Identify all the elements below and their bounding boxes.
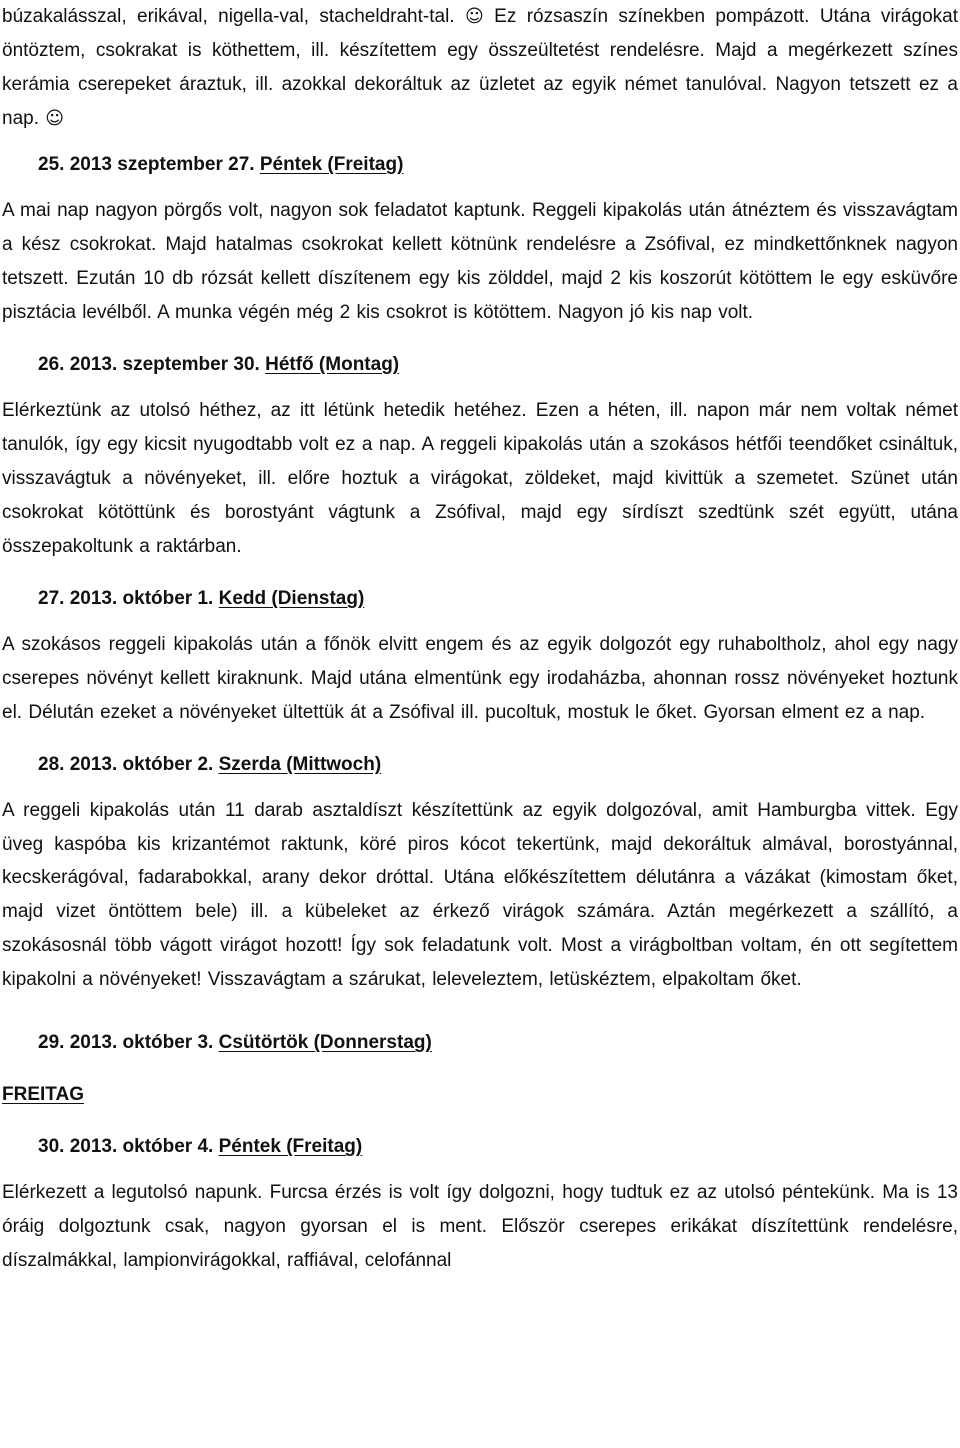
entry-text-25: A mai nap nagyon pörgős volt, nagyon sok feladatot kaptunk. Reggeli kipakolás után átnéztem és visszavágtam a kész csokrokat. Majd hatalmas csokrokat kellett kötnünk rendelésre a Zsófival, ez mindkettőnknek nagyon tetszett. Ezután 10 db rózsát kellett díszítenem egy kis zölddel, majd 2 kis koszorút kötöttem le egy esküvőre pisztácia levélből. A munka végén még 2 kis csokrot is kötöttem. Nagyon jó kis nap volt. [2, 200, 958, 323]
entry-text-26: Elérkeztünk az utolsó héthez, az itt létünk hetedik hetéhez. Ezen a héten, ill. napon már nem voltak német tanulók, így egy kicsit nyugodtabb volt ez a nap. A reggeli kipakolás után a szokásos hétfői teendőket csináltuk, visszavágtuk a növényeket, ill. előre hoztuk a virágokat, zöldeket, majd kivittük a szemetet. Szünet után csokrokat kötöttünk és borostyánt vágtunk a Zsófival, majd egy sírdíszt szedtünk szét együtt, utána összepakoltunk a raktárban. [2, 400, 958, 557]
smiley-icon: ☺ [464, 6, 484, 27]
entry-text-28: A reggeli kipakolás után 11 darab asztaldíszt készítettünk az egyik dolgozóval, amit Hamburgba vittek. Egy üveg kaspóba kis krizantémot raktunk, köré piros kócot tekertünk, majd dekoráltuk almával, borostyánnal, kecskerágóval, fadarabokkal, arany dekor dróttal. Utána előkészítettem délutánra a vázákat (kimostam őket, majd vizet öntöttem bele) ill. a kübeleket az érkező virágok számára. Aztán megérkezett a szállító, a szokásosnál több vágott virágot hozott! Így sok feladatunk volt. Most a virágboltban voltam, én ott segítettem kipakolni a növényeket! Visszavágtam a szárukat, leleveleztem, letüskéztem, elpakoltam őket. [2, 800, 958, 990]
intro-text-rest: Ez rózsaszín színekben pompázott. Utána virágokat öntöztem, csokrakat is köthettem, ill. készítettem egy összeültetést rendelésre. Majd a megérkezett színes kerámia cserepeket áraztuk, ill. azokkal dekoráltuk az üzletet az egyik német tanulóval. Nagyon tetszett ez a nap. [2, 6, 959, 129]
entry-heading-30: 30. 2013. október 4. Péntek (Freitag) [38, 1136, 363, 1158]
entry-heading-25: 25. 2013 szeptember 27. Péntek (Freitag) [38, 154, 404, 175]
entry-text-30: Elérkezett a legutolsó napunk. Furcsa érzés is volt így dolgozni, hogy tudtuk ez az utolsó péntekünk. Ma is 13 óráig dolgoztunk csak, nagyon gyorsan el is ment. Először cserepes erikákat díszítettünk rendelésre, díszalmákkal, lampionvirágokkal, raffiával, celofánnal [2, 1182, 958, 1272]
intro-paragraph [2, 0, 958, 136]
entry-heading-27: 27. 2013. október 1. Kedd (Dienstag) [38, 588, 365, 609]
entry-heading-26: 26. 2013. szeptember 30. Hétfő (Montag) [38, 354, 400, 375]
smiley-icon: ☺ [45, 108, 65, 129]
freitag-label: FREITAG [2, 1084, 84, 1106]
intro-text-start: búzakalásszal, erikával, nigella-val, stacheldraht-tal. [2, 6, 455, 27]
entry-heading-29: 29. 2013. október 3. Csütörtök (Donnerstag) [38, 1032, 432, 1054]
entry-text-27: A szokásos reggeli kipakolás után a főnök elvitt engem és az egyik dolgozót egy ruhaboltholz, ahol egy nagy cserepes növényt kellett kiraknunk. Majd utána elmentünk egy irodaházba, ahonnan rossz növényeket hoztunk el. Délután ezeket a növényeket ültettük át a Zsófival ill. pucoltuk, mostuk le őket. Gyorsan elment ez a nap. [2, 634, 958, 723]
entry-heading-28: 28. 2013. október 2. Szerda (Mittwoch) [38, 754, 382, 775]
